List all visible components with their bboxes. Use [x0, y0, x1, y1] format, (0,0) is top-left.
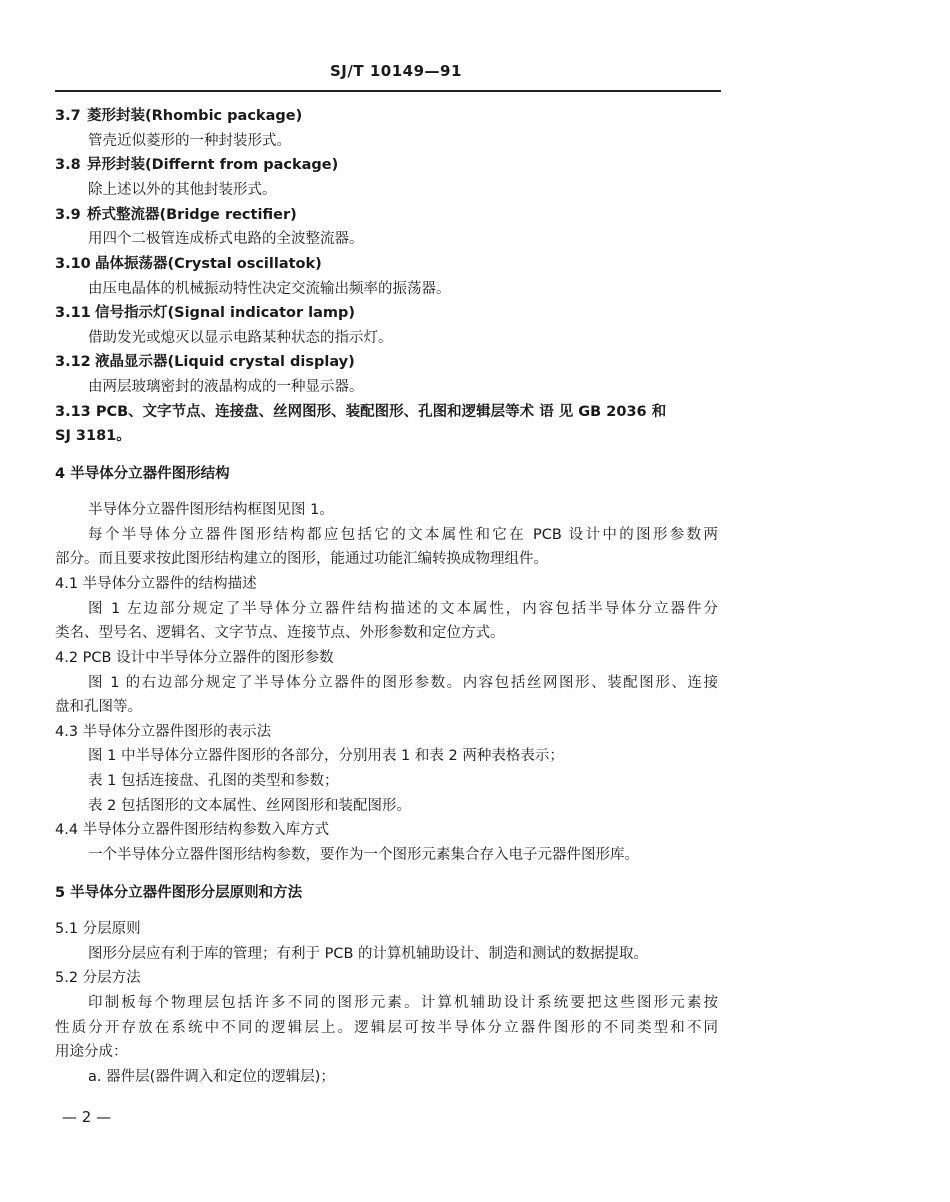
item-title: 菱形封装(Rhombic package) [87, 108, 303, 124]
item-title: 信号指示灯(Signal indicator lamp) [95, 305, 356, 321]
item-3-7-title [55, 106, 302, 126]
item-3-12-body: 由两层玻璃密封的液晶构成的一种显示器。 [88, 379, 364, 395]
item-number: 3.10 [55, 256, 91, 272]
item-number: 3.8 [55, 157, 81, 173]
section-4-1-para-a: 图 1 左边部分规定了半导体分立器件结构描述的文本属性，内容包括半导体分立器件分 [88, 601, 718, 617]
item-3-10-body: 由压电晶体的机械振动特性决定交流输出频率的振荡器。 [88, 281, 451, 297]
item-3-9-title [55, 205, 297, 225]
item-number: 3.7 [55, 108, 81, 124]
item-3-13-line2: SJ 3181。 [55, 428, 131, 444]
section-5-2-para-b: 性质分开存放在系统中不同的逻辑层上。逻辑层可按半导体分立器件图形的不同类型和不同 [55, 1020, 718, 1036]
item-3-13-line1: 3.13 PCB、文字节点、连接盘、丝网图形、装配图形、孔图和逻辑层等术 语 见 GB 2036 和 [55, 404, 667, 420]
section-4-4-title: 4.4 半导体分立器件图形结构参数入库方式 [55, 822, 330, 838]
item-3-10-title [55, 254, 322, 274]
item-3-11-body: 借助发光或熄灭以显示电路某种状态的指示灯。 [88, 330, 393, 346]
section-4-para-2a: 每个半导体分立器件图形结构都应包括它的文本属性和它在 PCB 设计中的图形参数两 [88, 527, 718, 543]
section-4-3-para-a: 图 1 中半导体分立器件图形的各部分，分别用表 1 和表 2 两种表格表示； [88, 748, 564, 764]
item-title: 桥式整流器(Bridge rectifier) [87, 207, 297, 223]
item-number: 3.12 [55, 354, 91, 370]
item-3-12-title [55, 352, 355, 372]
section-4-4-para-a: 一个半导体分立器件图形结构参数，要作为一个图形元素集合存入电子元器件图形库。 [88, 847, 639, 863]
section-4-1-para-b: 类名、型号名、逻辑名、文字节点、连接节点、外形参数和定位方式。 [55, 625, 505, 641]
item-3-11-title [55, 303, 355, 323]
item-title: 异形封装(Differnt from package) [87, 157, 339, 173]
section-4-para-2b: 部分。而且要求按此图形结构建立的图形，能通过功能汇编转换成物理组件。 [55, 551, 548, 567]
item-3-7-body: 管壳近似菱形的一种封装形式。 [88, 133, 291, 149]
item-number: 3.11 [55, 305, 91, 321]
item-3-8-title [55, 155, 338, 175]
section-4-heading: 4 半导体分立器件图形结构 [55, 466, 230, 482]
section-5-1-title: 5.1 分层原则 [55, 921, 141, 937]
section-5-2-title: 5.2 分层方法 [55, 970, 141, 986]
item-3-8-body: 除上述以外的其他封装形式。 [88, 182, 277, 198]
item-title: 液晶显示器(Liquid crystal display) [95, 354, 355, 370]
section-4-2-title: 4.2 PCB 设计中半导体分立器件的图形参数 [55, 650, 334, 666]
list-item-a: a. 器件层(器件调入和定位的逻辑层)； [88, 1069, 335, 1085]
section-5-2-para-c: 用途分成： [55, 1044, 128, 1060]
item-3-9-body: 用四个二极管连成桥式电路的全波整流器。 [88, 231, 364, 247]
section-4-2-para-b: 盘和孔图等。 [55, 699, 142, 715]
item-title: 晶体振荡器(Crystal oscillatok) [95, 256, 322, 272]
section-4-1-title: 4.1 半导体分立器件的结构描述 [55, 576, 257, 592]
section-5-1-para-a: 图形分层应有利于库的管理；有利于 PCB 的计算机辅助设计、制造和测试的数据提取。 [88, 946, 649, 962]
header-rule [55, 90, 721, 92]
section-4-para-1: 半导体分立器件图形结构框图见图 1。 [88, 502, 334, 518]
section-4-3-para-b: 表 1 包括连接盘、孔图的类型和参数； [88, 773, 339, 789]
doc-header: SJ/T 10149—91 [330, 62, 462, 80]
section-5-2-para-a: 印制板每个物理层包括许多不同的图形元素。计算机辅助设计系统要把这些图形元素按 [88, 995, 718, 1011]
section-4-3-title: 4.3 半导体分立器件图形的表示法 [55, 724, 272, 740]
section-4-3-para-c: 表 2 包括图形的文本属性、丝网图形和装配图形。 [88, 798, 411, 814]
item-number: 3.9 [55, 207, 81, 223]
page-number: — 2 — [62, 1108, 112, 1126]
section-5-heading: 5 半导体分立器件图形分层原则和方法 [55, 885, 303, 901]
section-4-2-para-a: 图 1 的右边部分规定了半导体分立器件的图形参数。内容包括丝网图形、装配图形、连接 [88, 675, 718, 691]
